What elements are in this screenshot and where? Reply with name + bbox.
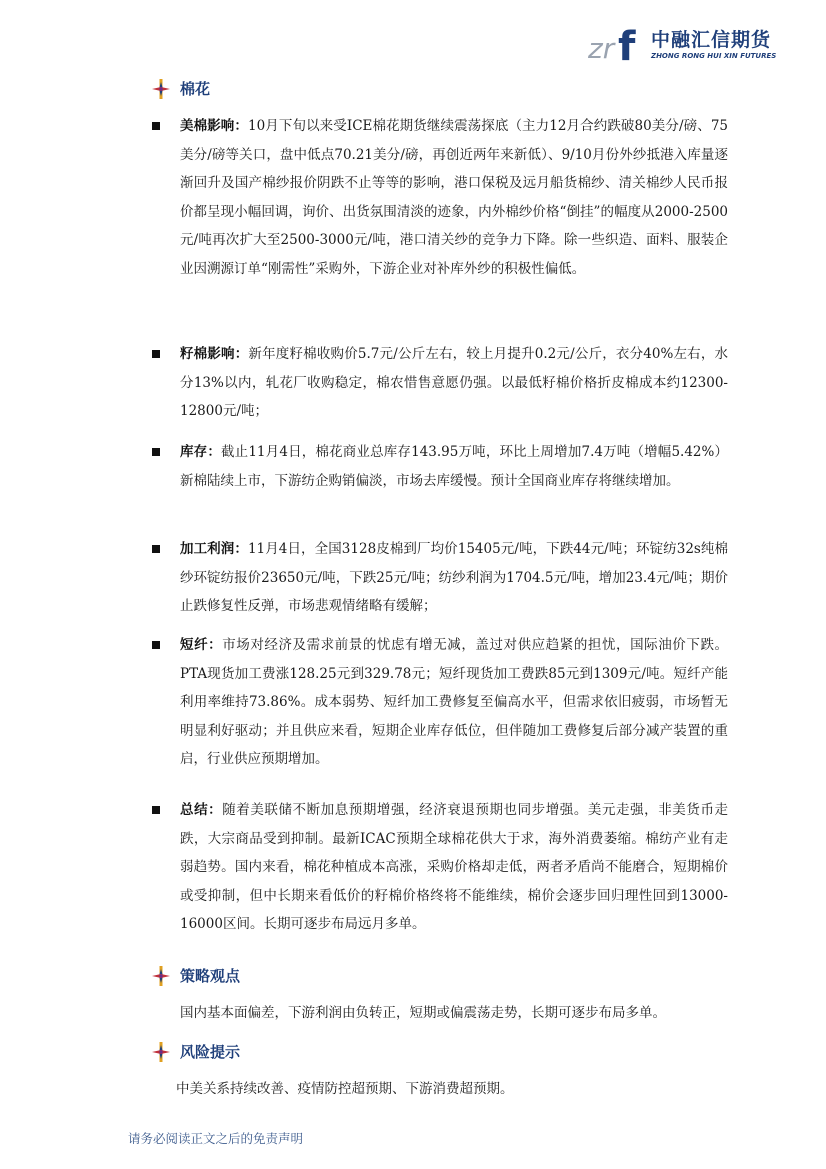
compass-flag-icon	[150, 1041, 172, 1063]
compass-flag-icon	[150, 78, 172, 100]
item-label: 加工利润：	[180, 541, 248, 557]
item-label: 短纤：	[180, 637, 223, 653]
section-title: 策略观点	[180, 967, 241, 985]
cotton-item-seed-cotton	[148, 340, 728, 426]
item-text: 市场对经济及需求前景的忧虑有增无减，盖过对供应趋紧的担忧，国际油价下跌。PTA现货加工费涨128.25元到329.78元；短纤现货加工费跌85元到1309元/吨。短纤产能利用率维持73.86%。成本弱势、短纤加工费修复至偏高水平，但需求依旧疲弱，市场暂无明显利好驱动；并且供应来看，短期企业库存低位，但伴随加工费修复后部分减产装置的重启，行业供应预期增加。	[180, 637, 729, 767]
bullet-square-icon	[152, 350, 160, 358]
risk-text: 中美关系持续改善、疫情防控超预期、下游消费超预期。	[176, 1081, 514, 1097]
svg-text:zr: zr	[588, 32, 615, 65]
bullet-square-icon	[152, 806, 160, 814]
cotton-item-summary	[148, 796, 728, 939]
svg-text:f: f	[618, 24, 636, 66]
company-name-cn: 中融汇信期货	[651, 29, 772, 51]
item-text: 11月4日，全国3128皮棉到厂均价15405元/吨，下跌44元/吨；环锭纺32s纯棉纱环锭纺报价23650元/吨，下跌25元/吨；纺纱利润为1704.5元/吨，增加23.4元/吨；期价止跌修复性反弹，市场悲观情绪略有缓解；	[180, 541, 729, 614]
item-label: 籽棉影响：	[180, 346, 249, 362]
company-logo	[588, 22, 788, 66]
cotton-item-us-cotton	[148, 112, 728, 283]
company-name-en: ZHONG RONG HUI XIN FUTURES	[651, 52, 777, 60]
item-label: 总结：	[180, 802, 223, 818]
item-text: 10月下旬以来受ICE棉花期货继续震荡探底（主力12月合约跌破80美分/磅、75美分/磅等关口，盘中低点70.21美分/磅，再创近两年来新低）、9/10月份外纱抵港入库量逐渐回升及国产棉纱报价阴跌不止等等的影响，港口保税及远月船货棉纱、清关棉纱人民币报价都呈现小幅回调，询价、出货氛围清淡的迹象，内外棉纱价格“倒挂”的幅度从2000-2500元/吨再次扩大至2500-3000元/吨，港口清关纱的竞争力下降。除一些织造、面料、服装企业因溯源订单“刚需性”采购外，下游企业对补库外纱的积极性偏低。	[180, 118, 729, 277]
zrf-logo-mark	[588, 22, 644, 66]
cotton-item-inventory	[148, 438, 728, 495]
item-label: 美棉影响：	[180, 118, 248, 134]
cotton-item-staple-fiber	[148, 631, 728, 774]
bullet-square-icon	[152, 122, 160, 130]
strategy-text: 国内基本面偏差，下游利润由负转正，短期或偏震荡走势，长期可逐步布局多单。	[180, 1005, 666, 1021]
compass-flag-icon	[150, 965, 172, 987]
item-text: 新年度籽棉收购价5.7元/公斤左右，较上月提升0.2元/公斤，衣分40%左右，水分13%以内，轧花厂收购稳定，棉农惜售意愿仍强。以最低籽棉价格折皮棉成本约12300-12800元/吨；	[180, 346, 729, 419]
section-title: 棉花	[180, 80, 211, 98]
cotton-item-processing-profit	[148, 535, 728, 621]
section-title: 风险提示	[180, 1043, 241, 1061]
item-text: 随着美联储不断加息预期增强，经济衰退预期也同步增强。美元走强，非美货币走跌，大宗商品受到抑制。最新ICAC预期全球棉花供大于求，海外消费萎缩。棉纺产业有走弱趋势。国内来看，棉花种植成本高涨，采购价格却走低，两者矛盾尚不能磨合，短期棉价或受抑制，但中长期来看低价的籽棉价格终将不能维续，棉价会逐步回归理性回到13000-16000区间。长期可逐步布局远月多单。	[180, 802, 729, 932]
bullet-square-icon	[152, 641, 160, 649]
disclaimer-link[interactable]: 请务必阅读正文之后的免责声明	[128, 1131, 304, 1146]
bullet-square-icon	[152, 545, 160, 553]
item-label: 库存：	[180, 444, 221, 460]
item-text: 截止11月4日，棉花商业总库存143.95万吨，环比上周增加7.4万吨（增幅5.42%）新棉陆续上市，下游纺企购销偏淡，市场去库缓慢。预计全国商业库存将继续增加。	[180, 444, 729, 489]
bullet-square-icon	[152, 448, 160, 456]
